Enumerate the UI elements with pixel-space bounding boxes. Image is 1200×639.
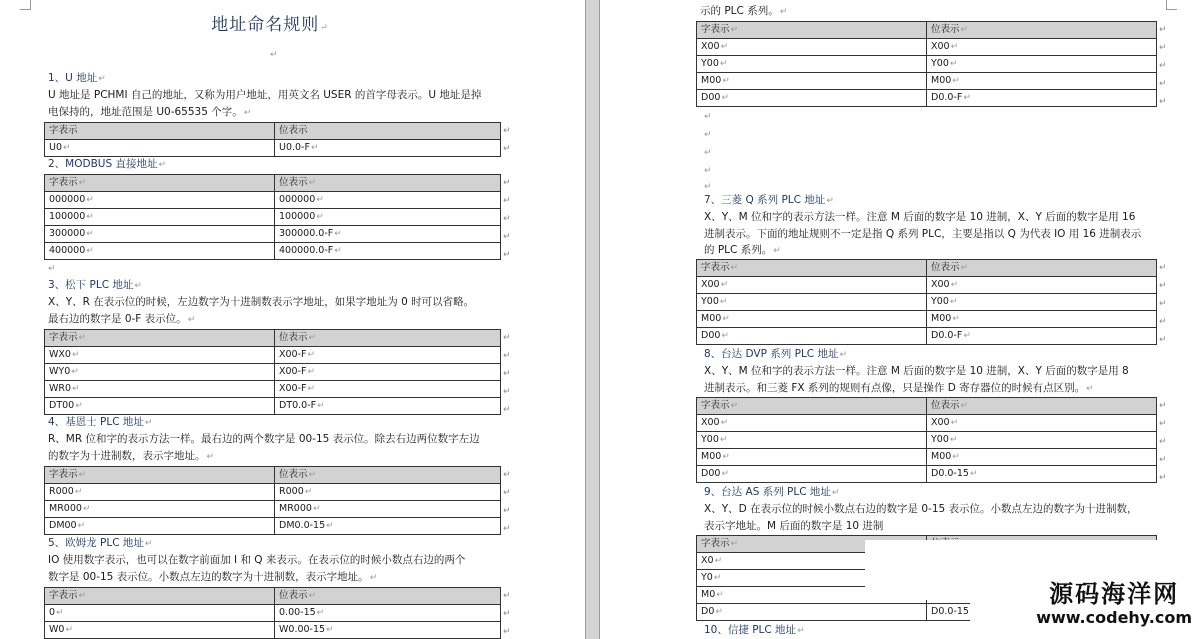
empty-paragraph-mark: ↵ — [704, 112, 712, 122]
address-table — [696, 397, 1157, 483]
address-table — [44, 174, 501, 260]
table-row — [45, 398, 501, 415]
table-row — [45, 347, 501, 364]
table-cell: MR000↵ — [45, 501, 275, 518]
row-end-mark: ↵ — [503, 196, 511, 206]
document-page-right — [600, 0, 1200, 639]
table-row — [697, 294, 1157, 311]
table-row — [697, 73, 1157, 90]
section-heading: 1、U 地址↵ — [48, 72, 106, 84]
row-end-mark: ↵ — [503, 126, 511, 136]
paragraph-line: IO 使用数字表示，也可以在数字前面加 I 和 Q 来表示。在表示位的时候小数点右边的两个 — [48, 554, 466, 566]
table-cell: R000↵ — [275, 484, 501, 501]
table-cell: W0↵ — [45, 622, 275, 639]
watermark-url: www.codehy.com — [1036, 608, 1192, 627]
row-end-mark: ↵ — [1159, 455, 1167, 465]
paragraph-line: 进制表示。和三菱 FX 系列的规则有点像，只是操作 D 寄存器位的时候有点区别。↵ — [704, 382, 1094, 394]
table-header-row — [697, 398, 1157, 415]
table-cell: X00↵ — [927, 415, 1157, 432]
empty-paragraph-mark: ↵ — [270, 50, 278, 60]
table-cell: D0↵ — [697, 604, 927, 621]
table-cell: 字表示↵ — [45, 175, 275, 192]
table-cell: U0.0-F↵ — [275, 140, 501, 157]
row-end-mark: ↵ — [1159, 43, 1167, 53]
table-cell: M00↵ — [697, 449, 927, 466]
table-cell: X00↵ — [927, 277, 1157, 294]
address-table — [44, 587, 501, 639]
table-row — [45, 622, 501, 639]
table-cell: 位表示↵ — [275, 330, 501, 347]
table-cell: X00↵ — [697, 277, 927, 294]
table-header-row — [45, 123, 501, 140]
table-cell: D00↵ — [697, 466, 927, 483]
table-cell: 位表示↵ — [927, 22, 1157, 39]
table-row — [45, 364, 501, 381]
row-end-mark: ↵ — [503, 250, 511, 260]
table-cell: DM00↵ — [45, 518, 275, 535]
paragraph-line: U 地址是 PCHMI 自己的地址，又称为用户地址，用英文名 USER 的首字母表示。U 地址是掉 — [48, 89, 482, 101]
row-end-mark: ↵ — [503, 591, 511, 601]
row-end-mark: ↵ — [1159, 25, 1167, 35]
table-cell: D00↵ — [697, 328, 927, 345]
table-cell: X00-F↵ — [275, 347, 501, 364]
table-row — [697, 39, 1157, 56]
table-cell: M0↵ — [697, 587, 927, 604]
section-heading: 7、三菱 Q 系列 PLC 地址↵ — [704, 194, 834, 206]
section-heading: 10、信捷 PLC 地址↵ — [704, 624, 805, 636]
row-end-mark: ↵ — [503, 369, 511, 379]
table-cell: M00↵ — [927, 73, 1157, 90]
row-end-mark: ↵ — [503, 351, 511, 361]
table-row — [45, 501, 501, 518]
watermark-name: 源码海洋网 — [1049, 580, 1180, 608]
paragraph-line: 的 PLC 系列。↵ — [704, 244, 781, 256]
paragraph-line: X、Y、M 位和字的表示方法一样。注意 M 后面的数字是 10 进制，X、Y 后面的数字是用 16 — [704, 211, 1136, 223]
table-row — [697, 56, 1157, 73]
table-cell: 字表示↵ — [697, 398, 927, 415]
row-end-mark: ↵ — [503, 609, 511, 619]
table-cell: 300000↵ — [45, 226, 275, 243]
row-end-mark: ↵ — [503, 405, 511, 415]
table-row — [697, 277, 1157, 294]
table-cell: 位表示↵ — [275, 588, 501, 605]
table-row — [697, 90, 1157, 107]
table-cell: Y00↵ — [927, 56, 1157, 73]
table-cell: M00↵ — [927, 311, 1157, 328]
table-row — [45, 209, 501, 226]
table-cell: X00-F↵ — [275, 364, 501, 381]
row-end-mark: ↵ — [1159, 281, 1167, 291]
table-row — [697, 432, 1157, 449]
table-cell: 位表示↵ — [927, 260, 1157, 277]
table-row — [45, 381, 501, 398]
row-end-mark: ↵ — [1159, 473, 1167, 483]
row-end-mark: ↵ — [1159, 97, 1167, 107]
empty-paragraph-mark: ↵ — [704, 148, 712, 158]
address-table — [44, 466, 501, 535]
paragraph-line: X、Y、R 在表示位的时候，左边数字为十进制数表示字地址，如果字地址为 0 时可以省略。 — [48, 296, 475, 308]
table-cell: WX0↵ — [45, 347, 275, 364]
table-cell: X00↵ — [927, 39, 1157, 56]
table-cell: 字表示 — [45, 123, 275, 140]
table-cell: Y0↵ — [697, 570, 927, 587]
row-end-mark: ↵ — [503, 470, 511, 480]
table-cell: DT00↵ — [45, 398, 275, 415]
table-cell: 100000↵ — [275, 209, 501, 226]
table-row — [45, 140, 501, 157]
table-cell: D0.0-15↵ — [927, 466, 1157, 483]
empty-paragraph-mark: ↵ — [48, 264, 56, 274]
paragraph-line: 进制表示。下面的地址规则不一定是指 Q 系列 PLC，主要是指以 Q 为代表 IO 用 16 进制表示 — [704, 228, 1142, 240]
table-cell: 位表示↵ — [275, 467, 501, 484]
page-edge — [585, 0, 586, 639]
paragraph-line: X、Y、M 位和字的表示方法一样。注意 M 后面的数字是 10 进制，X、Y 后面的数字是用 8 — [704, 365, 1129, 377]
table-cell: M00↵ — [697, 311, 927, 328]
section-heading: 4、基恩士 PLC 地址↵ — [48, 416, 153, 428]
table-cell: Y00↵ — [927, 432, 1157, 449]
paragraph-line: 电保持的，地址范围是 U0-65535 个字。↵ — [48, 106, 252, 118]
row-end-mark: ↵ — [503, 627, 511, 637]
table-cell: 000000↵ — [45, 192, 275, 209]
table-cell: D0.0-F↵ — [927, 328, 1157, 345]
paragraph-line: X、Y、D 在表示位的时候小数点右边的数字是 0-15 表示位。小数点左边的数字为十进制数， — [704, 503, 1138, 515]
document-page-left — [0, 0, 585, 639]
address-table — [44, 122, 501, 157]
section-heading: 2、MODBUS 直接地址↵ — [48, 158, 167, 170]
table-cell: M00↵ — [697, 73, 927, 90]
empty-paragraph-mark: ↵ — [704, 130, 712, 140]
row-end-mark: ↵ — [503, 333, 511, 343]
table-row — [45, 518, 501, 535]
section-heading: 8、台达 DVP 系列 PLC 地址↵ — [704, 348, 848, 360]
section-heading: 9、台达 AS 系列 PLC 地址↵ — [704, 486, 840, 498]
table-header-row — [697, 260, 1157, 277]
paragraph-line: 数字是 00-15 表示位。小数点左边的数字为十进制数，表示字地址。↵ — [48, 571, 378, 583]
table-cell: Y00↵ — [697, 432, 927, 449]
table-header-row — [45, 467, 501, 484]
table-cell: X00-F↵ — [275, 381, 501, 398]
address-table — [696, 259, 1157, 345]
row-end-mark: ↵ — [1159, 263, 1167, 273]
row-end-mark: ↵ — [503, 488, 511, 498]
table-header-row — [45, 588, 501, 605]
table-cell: W0.00-15↵ — [275, 622, 501, 639]
table-row — [697, 466, 1157, 483]
paragraph-line: 最右边的数字是 0-F 表示位。↵ — [48, 313, 196, 325]
table-row — [45, 192, 501, 209]
table-cell: D0.0-15 — [927, 604, 1157, 621]
table-row — [697, 328, 1157, 345]
row-end-mark: ↵ — [503, 232, 511, 242]
table-cell: X00↵ — [697, 39, 927, 56]
section-heading: 5、欧姆龙 PLC 地址↵ — [48, 537, 153, 549]
table-cell: 字表示↵ — [697, 22, 927, 39]
table-cell: WY0↵ — [45, 364, 275, 381]
table-cell: U0↵ — [45, 140, 275, 157]
table-cell: 0↵ — [45, 605, 275, 622]
table-row — [45, 484, 501, 501]
row-end-mark: ↵ — [1159, 79, 1167, 89]
table-cell: X00↵ — [697, 415, 927, 432]
address-table — [44, 329, 501, 415]
table-cell: 300000.0-F↵ — [275, 226, 501, 243]
row-end-mark: ↵ — [1159, 317, 1167, 327]
paragraph-line: 示的 PLC 系列。↵ — [700, 5, 788, 17]
table-row — [697, 311, 1157, 328]
table-row — [697, 449, 1157, 466]
table-cell: Y00↵ — [697, 294, 927, 311]
table-row — [697, 415, 1157, 432]
row-end-mark: ↵ — [1159, 437, 1167, 447]
table-cell: DT0.0-F↵ — [275, 398, 501, 415]
empty-paragraph-mark: ↵ — [704, 166, 712, 176]
table-cell: WR0↵ — [45, 381, 275, 398]
table-cell: 字表示↵ — [45, 467, 275, 484]
crop-mark — [20, 0, 31, 10]
table-cell: X0↵ — [697, 553, 927, 570]
table-cell: 400000.0-F↵ — [275, 243, 501, 260]
site-watermark — [1036, 580, 1192, 628]
table-row — [45, 243, 501, 260]
table-cell: 400000↵ — [45, 243, 275, 260]
paragraph-line: 表示字地址。M 后面的数字是 10 进制 — [704, 520, 884, 532]
crop-mark — [1166, 0, 1177, 10]
row-end-mark: ↵ — [503, 144, 511, 154]
row-end-mark: ↵ — [503, 506, 511, 516]
table-cell: 位表示↵ — [275, 175, 501, 192]
table-header-row — [45, 330, 501, 347]
table-cell: M00↵ — [927, 449, 1157, 466]
table-cell: Y00↵ — [697, 56, 927, 73]
row-end-mark: ↵ — [503, 214, 511, 224]
table-header-row — [697, 22, 1157, 39]
table-cell: R000↵ — [45, 484, 275, 501]
table-cell: 0.00-15↵ — [275, 605, 501, 622]
table-row — [45, 226, 501, 243]
row-end-mark: ↵ — [1159, 401, 1167, 411]
row-end-mark: ↵ — [1159, 61, 1167, 71]
table-cell: 000000↵ — [275, 192, 501, 209]
table-cell: DM0.0-15↵ — [275, 518, 501, 535]
table-cell: Y00↵ — [927, 294, 1157, 311]
table-cell: 100000↵ — [45, 209, 275, 226]
table-row — [45, 605, 501, 622]
section-heading: 3、松下 PLC 地址↵ — [48, 279, 142, 291]
table-cell: 位表示↵ — [927, 398, 1157, 415]
paragraph-line: 的数字为十进制数，表示字地址。↵ — [48, 450, 215, 462]
table-cell: 字表示↵ — [45, 330, 275, 347]
empty-paragraph-mark: ↵ — [704, 182, 712, 192]
table-cell: 字表示↵ — [697, 536, 927, 553]
table-cell: 字表示↵ — [45, 588, 275, 605]
row-end-mark: ↵ — [503, 387, 511, 397]
row-end-mark: ↵ — [1159, 419, 1167, 429]
table-cell: D0.0-F↵ — [927, 90, 1157, 107]
table-cell: MR000↵ — [275, 501, 501, 518]
row-end-mark: ↵ — [1159, 335, 1167, 345]
address-table — [696, 21, 1157, 107]
row-end-mark: ↵ — [503, 178, 511, 188]
table-cell: 位表示 — [275, 123, 501, 140]
table-cell: D00↵ — [697, 90, 927, 107]
table-cell: 字表示↵ — [697, 260, 927, 277]
document-title: 地址命名规则↵ — [211, 15, 329, 35]
table-header-row — [45, 175, 501, 192]
row-end-mark: ↵ — [1159, 299, 1167, 309]
row-end-mark: ↵ — [503, 524, 511, 534]
paragraph-line: R、MR 位和字的表示方法一样。最右边的两个数字是 00-15 表示位。除去右边两位数字左边 — [48, 433, 480, 445]
